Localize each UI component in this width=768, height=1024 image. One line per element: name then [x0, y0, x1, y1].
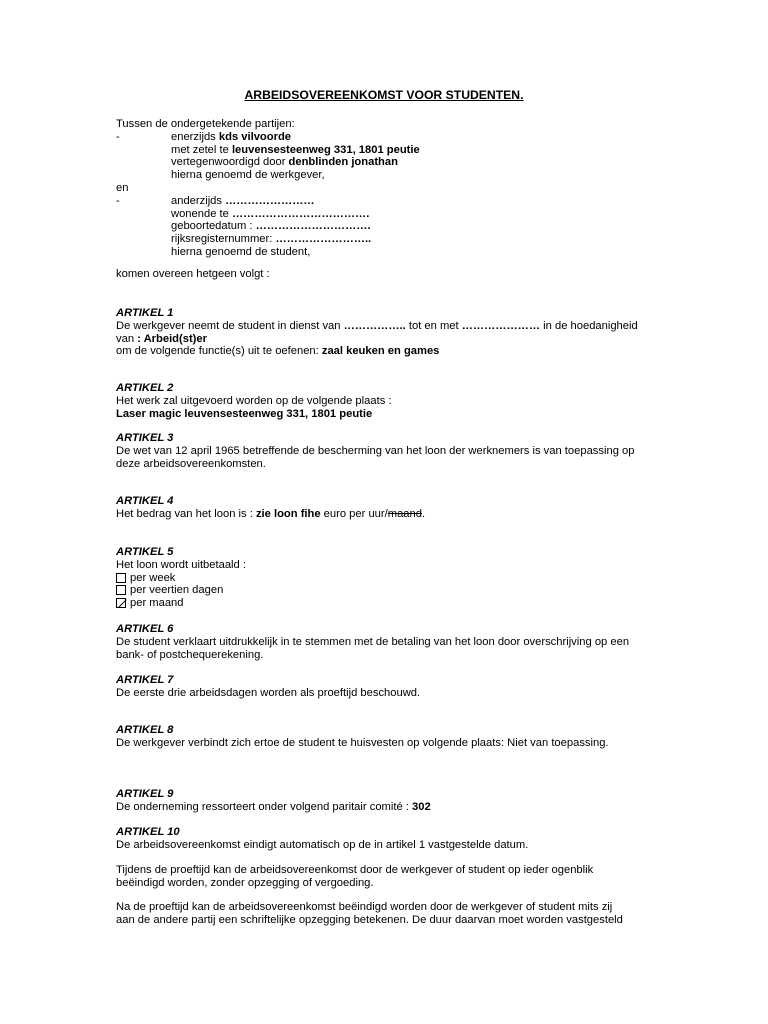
- employer-line-2: [116, 144, 653, 157]
- employer-name: kds vilvoorde: [218, 130, 292, 143]
- article-1-text: in de hoedanigheid: [540, 319, 638, 332]
- article-9-text: De onderneming ressorteert onder volgend paritair comité :: [116, 800, 412, 813]
- student-line-4: [116, 233, 653, 246]
- employer-line-4: hierna genoemd de werkgever,: [171, 169, 325, 182]
- article-10-p3-line-1: Na de proeftijd kan de arbeidsovereenkomst beëindigd worden door de werkgever of student mits zij: [116, 901, 613, 913]
- article-10-heading: ARTIKEL 10: [116, 826, 180, 838]
- joint-committee-number: 302: [412, 800, 431, 813]
- end-date-blank: …………………: [461, 319, 541, 332]
- wage-value: zie loon fihe: [255, 507, 321, 520]
- article-1-text: tot en met: [405, 319, 462, 332]
- payment-option-week[interactable]: [116, 572, 653, 585]
- article-7-heading: ARTIKEL 7: [116, 674, 174, 686]
- checkbox-checked-icon[interactable]: [116, 598, 126, 608]
- student-national-number-label: rijksregisternummer:: [171, 233, 276, 246]
- article-3-heading: ARTIKEL 3: [116, 432, 174, 444]
- article-4: [116, 495, 653, 521]
- payment-option-label: per week: [130, 571, 176, 584]
- article-4-text: .: [421, 507, 426, 520]
- article-2-heading: ARTIKEL 2: [116, 382, 174, 394]
- article-5: [116, 546, 653, 610]
- agree-text: komen overeen hetgeen volgt :: [116, 268, 270, 280]
- article-9-heading: ARTIKEL 9: [116, 788, 174, 800]
- article-6-heading: ARTIKEL 6: [116, 623, 174, 635]
- article-8-heading: ARTIKEL 8: [116, 724, 174, 736]
- article-1-text: om de volgende functie(s) uit te oefenen:: [116, 345, 322, 358]
- article-8-line-1: De werkgever verbindt zich ertoe de student te huisvesten op volgende plaats: Niet van toepassing.: [116, 736, 609, 749]
- article-8: [116, 724, 653, 750]
- article-10: [116, 826, 653, 852]
- student-line-2: [116, 208, 653, 221]
- checkbox-unchecked-icon[interactable]: [116, 573, 126, 583]
- article-5-intro: Het loon wordt uitbetaald :: [116, 558, 246, 571]
- article-4-text: Het bedrag van het loon is :: [116, 507, 256, 520]
- article-4-line-1: [116, 508, 653, 521]
- student-residence-blank: ……………………………….: [231, 207, 370, 220]
- article-1-heading: ARTIKEL 1: [116, 307, 174, 319]
- article-10-p3-line-2: aan de andere partij een schriftelijke opzegging betekenen. De duur daarvan moet worden vastgesteld: [116, 913, 623, 926]
- payment-option-two-weeks[interactable]: [116, 584, 653, 597]
- work-location: Laser magic leuvensesteenweg 331, 1801 peutie: [116, 407, 373, 420]
- payment-option-label: per maand: [130, 597, 184, 610]
- article-4-heading: ARTIKEL 4: [116, 495, 174, 507]
- employer-line-3: [116, 156, 653, 169]
- employer-line-1: [116, 131, 653, 144]
- document-title: ARBEIDSOVEREENKOMST VOOR STUDENTEN.: [244, 88, 524, 102]
- article-6: [116, 623, 653, 661]
- article-1-text: De werkgever neemt de student in dienst van: [116, 319, 344, 332]
- checkbox-unchecked-icon[interactable]: [116, 585, 126, 595]
- student-name-blank: ……………………: [225, 194, 315, 207]
- article-1-text: van: [116, 332, 138, 345]
- payment-option-month[interactable]: [116, 597, 653, 610]
- article-2: [116, 382, 653, 420]
- parties-intro: Tussen de ondergetekende partijen:: [116, 118, 295, 130]
- article-1-line-3: [116, 345, 653, 358]
- student-residence-label: wonende te: [171, 207, 232, 220]
- student-birthdate-label: geboortedatum :: [171, 220, 256, 233]
- article-1-line-1: [116, 320, 653, 333]
- employer-label: enerzijds: [171, 130, 219, 143]
- start-date-blank: ……………..: [343, 319, 406, 332]
- article-1-line-2: [116, 333, 653, 346]
- article-10-paragraph-3: [116, 901, 653, 927]
- article-1: [116, 307, 653, 358]
- student-line-3: [116, 220, 653, 233]
- function-value: zaal keuken en games: [321, 345, 440, 358]
- article-5-heading: ARTIKEL 5: [116, 546, 174, 558]
- article-6-line-1: De student verklaart uitdrukkelijk in te stemmen met de betaling van het loon door overschrijving op een: [116, 635, 630, 648]
- article-10-p2-line-2: beëindigd worden, zonder opzegging of vergoeding.: [116, 876, 374, 889]
- student-line-5: hierna genoemd de student,: [171, 245, 311, 258]
- student-label: anderzijds: [171, 194, 226, 207]
- article-7: [116, 674, 653, 700]
- employer-address: leuvensesteenweg 331, 1801 peutie: [231, 143, 420, 156]
- article-9: [116, 788, 653, 814]
- list-dash: -: [116, 130, 120, 143]
- parties-section: [116, 118, 653, 259]
- student-birthdate-blank: ………………………….: [255, 220, 371, 233]
- article-3: [116, 432, 653, 470]
- article-3-line-1: De wet van 12 april 1965 betreffende de bescherming van het loon der werknemers is van toepassing op: [116, 444, 635, 457]
- article-2-line-1: Het werk zal uitgevoerd worden op de volgende plaats :: [116, 394, 392, 407]
- article-4-text: euro per uur/: [320, 507, 388, 520]
- employer-rep-label: vertegenwoordigd door: [171, 156, 289, 169]
- article-10-p2-line-1: Tijdens de proeftijd kan de arbeidsovereenkomst door de werkgever of student op ieder ogenblik: [116, 864, 594, 876]
- article-3-line-2: deze arbeidsovereenkomsten.: [116, 457, 266, 470]
- struck-maand: maand: [387, 507, 422, 520]
- article-10-line-1: De arbeidsovereenkomst eindigt automatisch op de in artikel 1 vastgestelde datum.: [116, 838, 529, 851]
- capacity-value: : Arbeid(st)er: [137, 332, 207, 345]
- employer-representative: denblinden jonathan: [288, 156, 398, 169]
- article-9-line-1: [116, 801, 653, 814]
- and-text: en: [116, 181, 129, 194]
- employer-seat-label: met zetel te: [171, 143, 232, 156]
- article-6-line-2: bank- of postchequerekening.: [116, 648, 264, 661]
- payment-option-label: per veertien dagen: [130, 584, 224, 597]
- list-dash: -: [116, 194, 120, 207]
- student-line-1: [116, 195, 653, 208]
- article-10-paragraph-2: [116, 864, 653, 890]
- article-7-line-1: De eerste drie arbeidsdagen worden als proeftijd beschouwd.: [116, 686, 421, 699]
- student-national-number-blank: ……………………..: [275, 233, 372, 246]
